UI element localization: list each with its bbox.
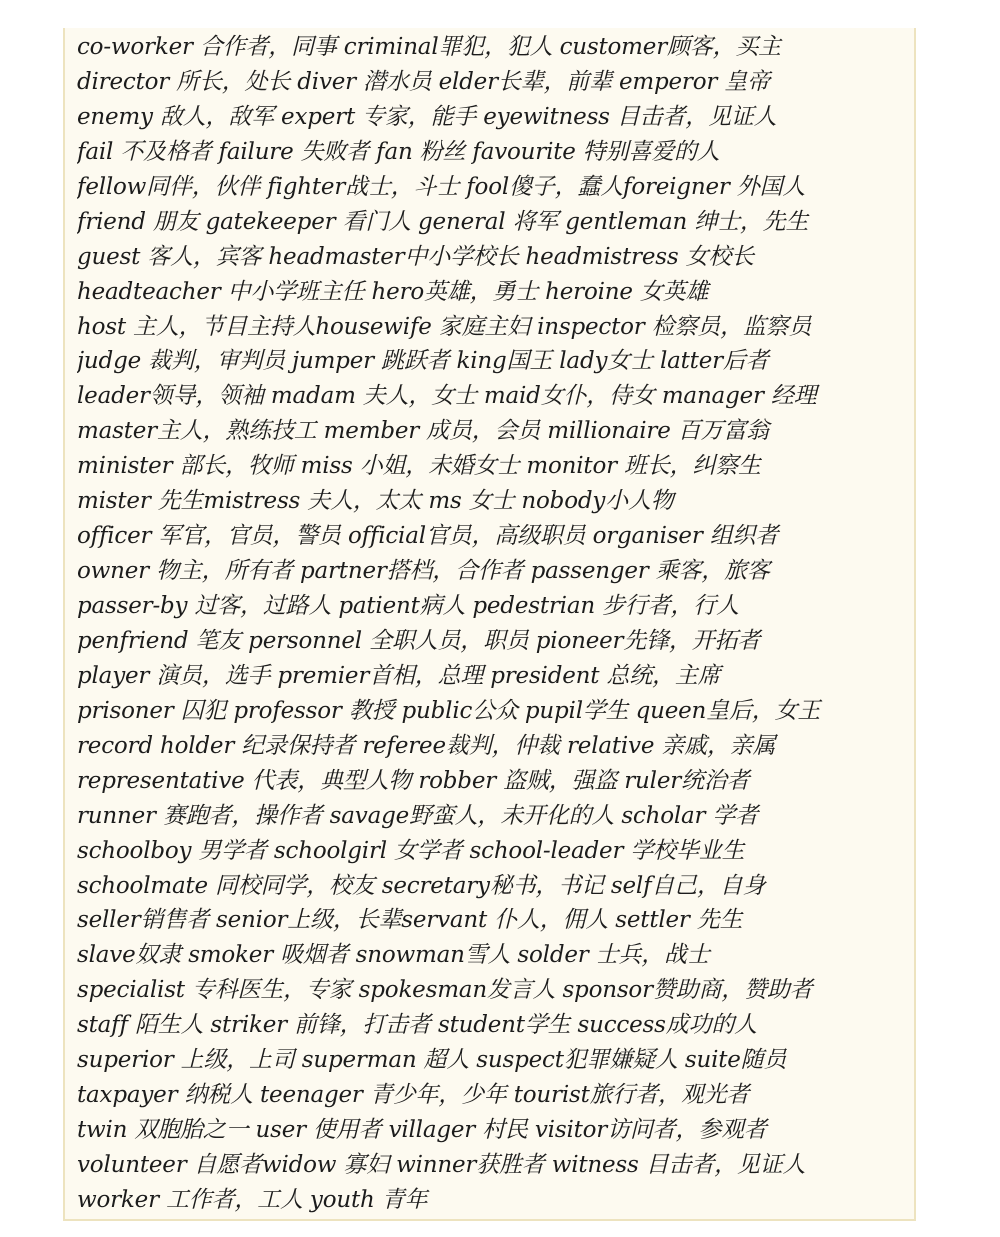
vocabulary-line: volunteer 自愿者widow 寡妇 winner获胜者 witness 目击者，见证人 (77, 1152, 806, 1178)
vocabulary-line: director 所长，处长 diver 潜水员 elder长辈，前辈 emperor 皇帝 (77, 68, 770, 95)
vocabulary-line: co-worker 合作者，同事 criminal罪犯，犯人 customer顾客，买主 (77, 34, 781, 60)
vocabulary-line: minister 部长，牧师 miss 小姐，未婚女士 monitor 班长，纠察生 (77, 453, 761, 480)
vocabulary-line: twin 双胞胎之一 user 使用者 villager 村民 visitor访问者，参观者 (77, 1117, 767, 1144)
vocabulary-line: runner 赛跑者，操作者 savage野蛮人，未开化的人 scholar 学者 (77, 802, 759, 829)
vocabulary-line: headteacher 中小学班主任 hero英雄，勇士 heroine 女英雄 (77, 278, 709, 305)
vocabulary-line: superior 上级，上司 superman 超人 suspect犯罪嫌疑人 suite随员 (77, 1047, 787, 1074)
vocabulary-line: schoolmate 同校同学，校友 secretary秘书，书记 self自己，自身 (77, 872, 766, 899)
vocabulary-line: representative 代表，典型人物 robber 盗贼，强盗 ruler统治者 (77, 767, 750, 794)
vocabulary-line: officer 军官，官员，警员 official官员，高级职员 organiser 组织者 (77, 523, 779, 550)
vocabulary-line: specialist 专科医生，专家 spokesman发言人 sponsor赞助商，赞助者 (77, 977, 813, 1004)
vocabulary-line: owner 物主，所有者 partner搭档，合作者 passenger 乘客，旅客 (77, 558, 770, 585)
vocabulary-line: slave奴隶 smoker 吸烟者 snowman雪人 solder 士兵，战士 (77, 942, 710, 969)
vocabulary-line: worker 工作者，工人 youth 青年 (77, 1186, 428, 1213)
vocabulary-line: taxpayer 纳税人 teenager 青少年，少年 tourist旅行者，观光者 (77, 1082, 750, 1109)
vocabulary-line: prisoner 囚犯 professor 教授 public公众 pupil学生 queen皇后，女王 (77, 697, 821, 724)
vocabulary-line: penfriend 笔友 personnel 全职人员，职员 pioneer先锋，开拓者 (77, 627, 761, 654)
vocabulary-line: fellow同伴，伙伴 fighter战士，斗士 fool傻子，蠢人foreigner 外国人 (77, 173, 806, 200)
vocabulary-line: staff 陌生人 striker 前锋，打击者 student学生 success成功的人 (77, 1012, 757, 1039)
vocabulary-list (77, 30, 917, 1218)
vocabulary-line: mister 先生mistress 夫人，太太 ms 女士 nobody小人物 (77, 488, 674, 515)
vocabulary-line: friend 朋友 gatekeeper 看门人 general 将军 gentleman 绅士，先生 (77, 208, 809, 235)
vocabulary-line: enemy 敌人，敌军 expert 专家，能手 eyewitness 目击者，见证人 (77, 103, 777, 130)
vocabulary-line: host 主人，节目主持人housewife 家庭主妇 inspector 检察员，监察员 (77, 313, 812, 340)
vocabulary-line: seller销售者 senior上级，长辈servant 仆人，佣人 settler 先生 (77, 907, 743, 934)
vocabulary-line: schoolboy 男学者 schoolgirl 女学者 school-leader 学校毕业生 (77, 837, 745, 864)
vocabulary-line: fail 不及格者 failure 失败者 fan 粉丝 favourite 特别喜爱的人 (77, 138, 720, 165)
notebook-page (63, 28, 916, 1221)
vocabulary-line: judge 裁判，审判员 jumper 跳跃者 king国王 lady女士 latter后者 (77, 348, 769, 375)
vocabulary-line: guest 客人，宾客 headmaster中小学校长 headmistress 女校长 (77, 243, 754, 270)
vocabulary-line: record holder 纪录保持者 referee裁判，仲裁 relative 亲戚，亲属 (77, 732, 776, 759)
vocabulary-line: player 演员，选手 premier首相，总理 president 总统，主席 (77, 662, 721, 689)
vocabulary-line: leader领导，领袖 madam 夫人，女士 maid女仆，侍女 manager 经理 (77, 383, 817, 410)
vocabulary-line: passer-by 过客，过路人 patient病人 pedestrian 步行者，行人 (77, 593, 739, 619)
vocabulary-line: master主人，熟练技工 member 成员，会员 millionaire 百万富翁 (77, 418, 769, 445)
